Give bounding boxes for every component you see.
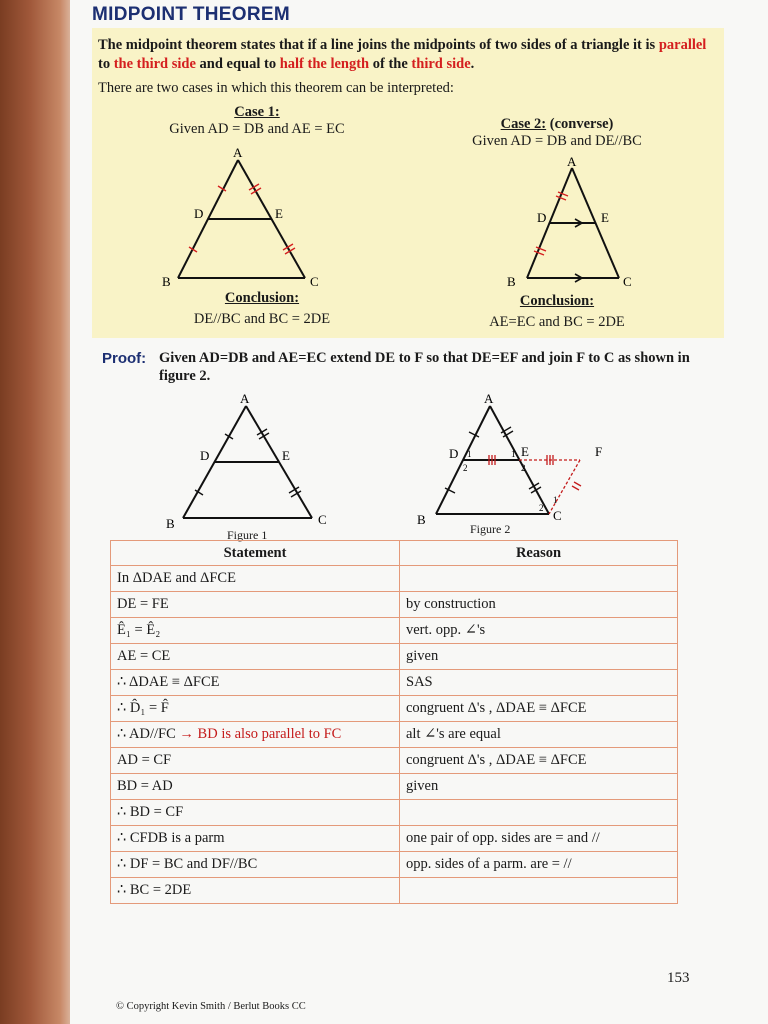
- point-label-d: D: [200, 448, 210, 463]
- angle-label-c2: 2: [539, 503, 544, 513]
- proof-table: [110, 540, 678, 904]
- statement-text: of the: [369, 56, 412, 72]
- table-row: [111, 852, 678, 878]
- point-label-d: D: [194, 206, 204, 221]
- reason-cell: congruent Δ's , ΔDAE ≡ ΔFCE: [400, 696, 678, 722]
- statement-text: to: [98, 56, 114, 72]
- statement-cell: ∴ ΔDAE ≡ ΔFCE: [111, 670, 400, 696]
- reason-cell: opp. sides of a parm. are = //: [400, 852, 678, 878]
- statement-cell: In ΔDAE and ΔFCE: [111, 566, 400, 592]
- highlight-third-side: third side: [411, 56, 471, 72]
- cases-note: There are two cases in which this theorem can be interpreted:: [98, 80, 454, 96]
- theorem-statement: [98, 36, 718, 74]
- reason-header: Reason: [400, 541, 678, 566]
- vertex-label-b: B: [162, 274, 171, 289]
- table-row: [111, 878, 678, 904]
- case2-given: Given AD = DB and DE//BC: [472, 133, 642, 149]
- vertex-label-a: A: [240, 391, 250, 406]
- case2-heading-suffix: (converse): [546, 116, 614, 132]
- figure2-caption: Figure 2: [470, 522, 511, 536]
- vertex-label-c: C: [310, 274, 319, 289]
- case2-conclusion-text: AE=EC and BC = 2DE: [489, 314, 625, 330]
- case1-conclusion-label: Conclusion:: [224, 290, 300, 306]
- reason-cell: by construction: [400, 592, 678, 618]
- vertex-label-c: C: [623, 274, 632, 289]
- page-title: MIDPOINT THEOREM: [92, 4, 290, 25]
- case2-heading-label: Case 2:: [500, 116, 547, 132]
- statement-cell: ∴ DF = BC and DF//BC: [111, 852, 400, 878]
- table-row: [111, 826, 678, 852]
- reason-cell: alt ∠'s are equal: [400, 722, 678, 748]
- proof-text: Given AD=DB and AE=EC extend DE to F so that DE=EF and join F to C as shown in figure 2.: [159, 350, 690, 384]
- statement-note: → BD is also parallel to FC: [179, 726, 342, 742]
- statement-cell: [111, 722, 400, 748]
- case2-conclusion-label: Conclusion:: [519, 293, 595, 309]
- statement-text: and equal to: [195, 56, 280, 72]
- table-header-row: [111, 541, 678, 566]
- theorem-panel: [92, 28, 724, 338]
- reason-cell: given: [400, 774, 678, 800]
- table-row: [111, 774, 678, 800]
- statement-cell: ∴ D̂₁ = F̂: [111, 696, 400, 722]
- vertex-label-b: B: [166, 516, 175, 530]
- vertex-label-a: A: [233, 146, 243, 160]
- reason-cell: [400, 878, 678, 904]
- angle-label-c1: 1: [553, 495, 558, 505]
- reason-cell: [400, 800, 678, 826]
- angle-label-d1: 1: [467, 449, 472, 459]
- vertex-label-c: C: [553, 508, 562, 523]
- point-label-e: E: [601, 210, 609, 225]
- reason-cell: [400, 566, 678, 592]
- point-label-d: D: [449, 446, 459, 461]
- vertex-label-a: A: [484, 391, 494, 406]
- statement-cell: ∴ BD = CF: [111, 800, 400, 826]
- statement-cell: AE = CE: [111, 644, 400, 670]
- statement-header: Statement: [111, 541, 400, 566]
- point-label-e: E: [521, 444, 529, 459]
- point-label-e: E: [282, 448, 290, 463]
- textbook-page: [70, 0, 768, 1024]
- statement-cell: ∴ BC = 2DE: [111, 878, 400, 904]
- case2-triangle-diagram: [487, 156, 667, 296]
- case2-header: [442, 116, 672, 150]
- point-label-d: D: [537, 210, 547, 225]
- case2-conclusion: [452, 293, 662, 331]
- reason-cell: SAS: [400, 670, 678, 696]
- case1-conclusion-text: DE//BC and BC = 2DE: [193, 311, 331, 327]
- angle-label-e1: 1: [511, 449, 516, 459]
- table-row: [111, 670, 678, 696]
- statement-cell: ∴ CFDB is a parm: [111, 826, 400, 852]
- table-row: [111, 592, 678, 618]
- statement-cell: BD = AD: [111, 774, 400, 800]
- statement-cell: DE = FE: [111, 592, 400, 618]
- statement-text: .: [470, 56, 475, 72]
- highlight-half-length: half the length: [279, 56, 370, 72]
- statement-cell: AD = CF: [111, 748, 400, 774]
- page-number: 153: [667, 970, 690, 986]
- copyright-notice: © Copyright Kevin Smith / Berlut Books CC: [116, 1001, 306, 1012]
- case1-conclusion: [152, 290, 372, 328]
- case2-heading: [442, 116, 672, 133]
- case1-header: [132, 104, 382, 138]
- figure1-diagram: [160, 390, 350, 530]
- vertex-label-a: A: [567, 156, 577, 169]
- statement-text: ∴ AD//FC: [117, 726, 176, 742]
- highlight-third-side: the third side: [113, 56, 196, 72]
- statement-text: The midpoint theorem states that if a line joins the midpoints of two sides of a triangle it is: [98, 37, 659, 53]
- reason-cell: vert. opp. ∠'s: [400, 618, 678, 644]
- vertex-label-b: B: [507, 274, 516, 289]
- table-row: [111, 644, 678, 670]
- statement-cell: Ê₁ = Ê₂: [111, 618, 400, 644]
- table-row: [111, 722, 678, 748]
- vertex-label-c: C: [318, 512, 327, 527]
- highlight-parallel: parallel: [658, 37, 707, 53]
- angle-label-d2: 2: [463, 463, 468, 473]
- table-row: [111, 618, 678, 644]
- book-spine: [0, 0, 78, 1024]
- vertex-label-b: B: [417, 512, 426, 527]
- case1-given: Given AD = DB and AE = EC: [169, 121, 345, 137]
- point-label-f: F: [595, 444, 603, 459]
- reason-cell: given: [400, 644, 678, 670]
- case1-heading: Case 1:: [234, 104, 280, 120]
- table-row: [111, 800, 678, 826]
- proof-label: Proof:: [102, 350, 147, 367]
- point-label-e: E: [275, 206, 283, 221]
- figure1-caption: Figure 1: [227, 528, 268, 542]
- case1-triangle-diagram: [162, 146, 322, 294]
- angle-label-e2: 2: [521, 463, 526, 473]
- table-row: [111, 748, 678, 774]
- reason-cell: one pair of opp. sides are = and //: [400, 826, 678, 852]
- reason-cell: congruent Δ's , ΔDAE ≡ ΔFCE: [400, 748, 678, 774]
- figure2-diagram: [405, 390, 605, 530]
- table-row: [111, 696, 678, 722]
- table-row: [111, 566, 678, 592]
